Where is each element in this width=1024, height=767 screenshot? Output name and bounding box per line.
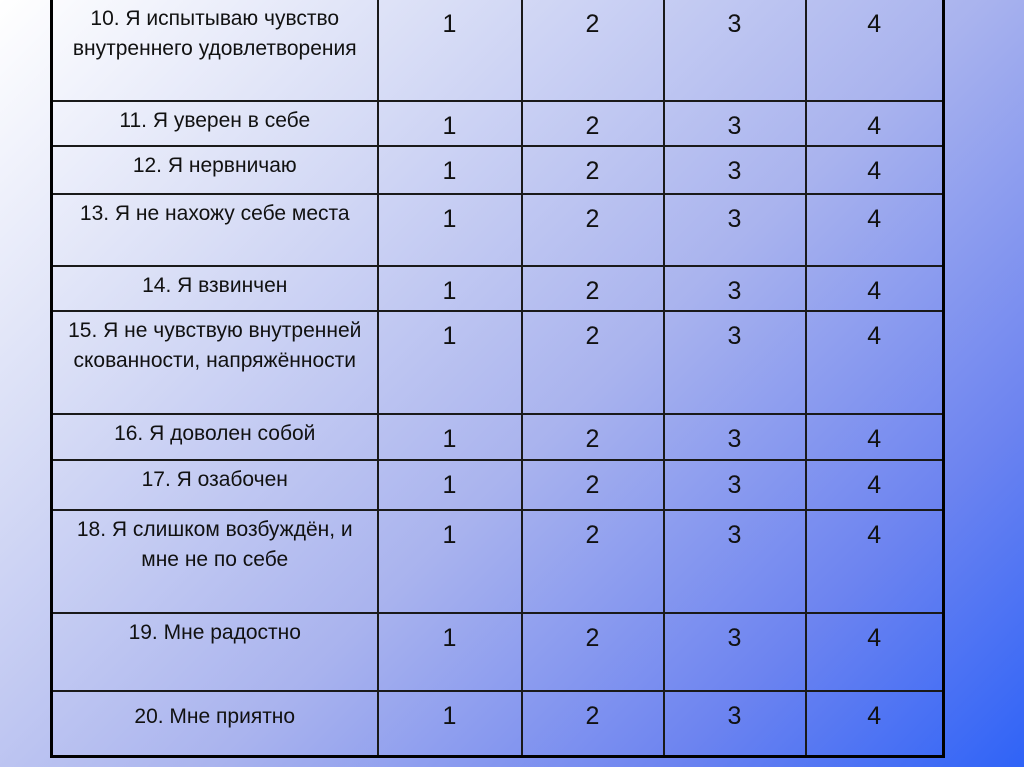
option-cell-4[interactable]: 4 <box>806 266 944 311</box>
option-cell-1[interactable]: 1 <box>378 414 522 460</box>
option-cell-2[interactable]: 2 <box>522 266 664 311</box>
option-cell-4[interactable]: 4 <box>806 414 944 460</box>
option-cell-2[interactable]: 2 <box>522 311 664 414</box>
question-cell <box>52 613 378 691</box>
option-cell-1[interactable]: 1 <box>378 0 522 101</box>
question-text: 17. Я озабочен <box>141 468 288 491</box>
table-row <box>52 146 944 194</box>
option-cell-1[interactable]: 1 <box>378 691 522 756</box>
option-cell-2[interactable]: 2 <box>522 613 664 691</box>
option-cell-3[interactable]: 3 <box>664 101 806 146</box>
option-cell-3[interactable]: 3 <box>664 311 806 414</box>
question-text: 19. Мне радостно <box>128 621 301 644</box>
table-row <box>52 101 944 146</box>
option-cell-2[interactable]: 2 <box>522 101 664 146</box>
option-cell-3[interactable]: 3 <box>664 613 806 691</box>
table-row <box>52 311 944 414</box>
question-cell <box>52 0 378 101</box>
option-cell-1[interactable]: 1 <box>378 460 522 510</box>
survey-table-container <box>50 0 942 756</box>
option-cell-4[interactable]: 4 <box>806 691 944 756</box>
option-cell-4[interactable]: 4 <box>806 460 944 510</box>
option-cell-4[interactable]: 4 <box>806 146 944 194</box>
option-cell-2[interactable]: 2 <box>522 460 664 510</box>
question-text: 11. Я уверен в себе <box>119 109 311 132</box>
table-row <box>52 460 944 510</box>
option-cell-1[interactable]: 1 <box>378 266 522 311</box>
option-cell-2[interactable]: 2 <box>522 146 664 194</box>
table-row <box>52 266 944 311</box>
question-cell <box>52 691 378 756</box>
question-cell <box>52 510 378 613</box>
question-text: 16. Я доволен собой <box>114 422 316 445</box>
table-row <box>52 194 944 266</box>
option-cell-3[interactable]: 3 <box>664 0 806 101</box>
option-cell-4[interactable]: 4 <box>806 613 944 691</box>
question-cell <box>52 311 378 414</box>
question-cell <box>52 414 378 460</box>
survey-table <box>50 0 945 758</box>
option-cell-3[interactable]: 3 <box>664 146 806 194</box>
option-cell-4[interactable]: 4 <box>806 311 944 414</box>
option-cell-2[interactable]: 2 <box>522 414 664 460</box>
option-cell-4[interactable]: 4 <box>806 510 944 613</box>
option-cell-4[interactable]: 4 <box>806 194 944 266</box>
option-cell-1[interactable]: 1 <box>378 101 522 146</box>
option-cell-1[interactable]: 1 <box>378 146 522 194</box>
table-row <box>52 510 944 613</box>
question-cell <box>52 194 378 266</box>
option-cell-3[interactable]: 3 <box>664 194 806 266</box>
question-text: 20. Мне приятно <box>134 705 296 728</box>
question-text: 13. Я не нахожу себе места <box>79 202 350 225</box>
table-row <box>52 691 944 756</box>
option-cell-2[interactable]: 2 <box>522 0 664 101</box>
option-cell-3[interactable]: 3 <box>664 460 806 510</box>
option-cell-1[interactable]: 1 <box>378 311 522 414</box>
option-cell-4[interactable]: 4 <box>806 101 944 146</box>
question-cell <box>52 266 378 311</box>
option-cell-3[interactable]: 3 <box>664 414 806 460</box>
question-text: 14. Я взвинчен <box>142 274 288 297</box>
table-row <box>52 414 944 460</box>
question-text: 12. Я нервничаю <box>132 154 297 177</box>
question-text: 10. Я испытываю чувство внутреннего удовлетворения <box>72 7 357 60</box>
option-cell-3[interactable]: 3 <box>664 691 806 756</box>
table-row <box>52 613 944 691</box>
option-cell-3[interactable]: 3 <box>664 266 806 311</box>
question-cell <box>52 146 378 194</box>
option-cell-2[interactable]: 2 <box>522 691 664 756</box>
table-row <box>52 0 944 101</box>
question-text: 15. Я не чувствую внутренней скованности, напряжённости <box>68 319 362 372</box>
question-cell <box>52 460 378 510</box>
question-text: 18. Я слишком возбуждён, и мне не по себе <box>76 518 353 571</box>
option-cell-1[interactable]: 1 <box>378 510 522 613</box>
option-cell-2[interactable]: 2 <box>522 194 664 266</box>
option-cell-2[interactable]: 2 <box>522 510 664 613</box>
option-cell-1[interactable]: 1 <box>378 613 522 691</box>
option-cell-1[interactable]: 1 <box>378 194 522 266</box>
question-cell <box>52 101 378 146</box>
option-cell-4[interactable]: 4 <box>806 0 944 101</box>
option-cell-3[interactable]: 3 <box>664 510 806 613</box>
